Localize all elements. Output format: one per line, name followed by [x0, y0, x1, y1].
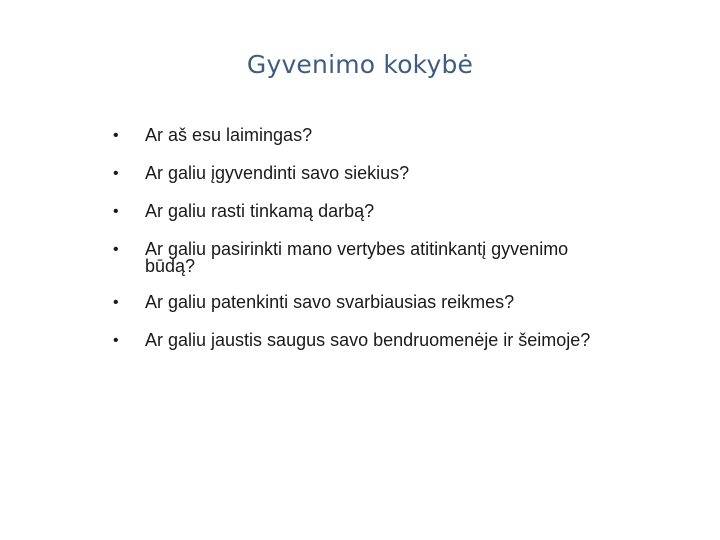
bullet-text: Ar galiu įgyvendinti savo siekius? — [145, 163, 410, 183]
bullet-item — [113, 332, 593, 349]
bullet-item — [113, 165, 593, 182]
bullet-item — [113, 203, 593, 220]
bullet-item — [113, 127, 593, 144]
bullet-icon: • — [113, 332, 119, 349]
bullet-list — [113, 127, 593, 368]
bullet-text: Ar aš esu laimingas? — [145, 125, 313, 145]
bullet-item — [113, 241, 593, 275]
bullet-text: Ar galiu jaustis saugus savo bendruomenėje ir šeimoje? — [145, 330, 591, 350]
bullet-item — [113, 294, 593, 311]
bullet-icon: • — [113, 294, 119, 311]
bullet-text: Ar galiu rasti tinkamą darbą? — [145, 201, 375, 221]
bullet-icon: • — [113, 165, 119, 182]
bullet-icon: • — [113, 241, 119, 258]
bullet-icon: • — [113, 203, 119, 220]
bullet-icon: • — [113, 127, 119, 144]
bullet-text: Ar galiu patenkinti savo svarbiausias reikmes? — [145, 292, 515, 312]
slide-title: Gyvenimo kokybė — [246, 50, 474, 79]
bullet-text: Ar galiu pasirinkti mano vertybes atitinkantį gyvenimo būdą? — [145, 239, 569, 276]
